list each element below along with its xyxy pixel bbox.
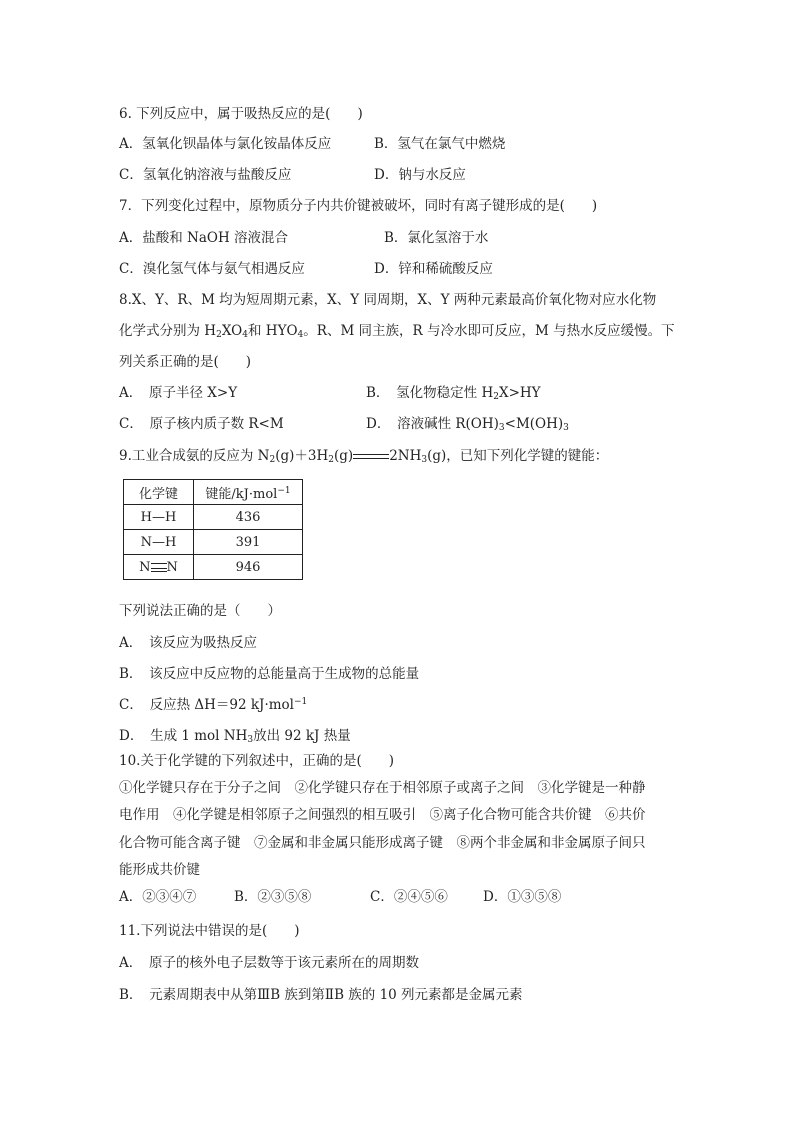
energy-cell: 946 [194,555,303,580]
bond-cell: H—H [124,505,194,530]
triple-bond-icon [151,562,167,572]
q7-stem: 7．下列变化过程中，原物质分子内共价键被破坏，同时有离子键形成的是( ) [119,198,598,214]
q8-option-c: C． 原子核内质子数 R<M [119,416,284,432]
energy-cell: 436 [194,505,303,530]
q6-option-c: C．氢氧化钠溶液与盐酸反应 [119,167,292,183]
q7-option-d: D．锌和稀硫酸反应 [374,261,493,277]
q10-option-b: B．②③⑤⑧ [234,889,312,905]
header-energy: 键能/kJ·mol$^{-1}$ [194,480,303,505]
bond-cell: N N [124,555,194,580]
q7-option-c: C．溴化氢气体与氨气相遇反应 [119,261,305,277]
q9-stem: 9.工业合成氨的反应为 $N_2(g)+3H_2(g)$ $2NH_3(g)$，已知下列化学键的键能： [119,448,609,465]
q8-option-b: B． 氢化物稳定性 $H_2X>HY$ [366,385,541,402]
q11-stem: 11.下列说法中错误的是( ) [119,923,300,939]
q8-stem-line1: 8.X、Y、R、M 均为短周期元素，X、Y 同周期，X、Y 两种元素最高价氧化物对应水化物 [119,292,657,308]
q9-option-b: B． 该反应中反应物的总能量高于生成物的总能量 [119,666,420,682]
q6-option-a: A．氢氧化钡晶体与氯化铵晶体反应 [119,136,332,152]
table-row [124,505,303,530]
q10-statements-line2: 电作用 ④化学键是相邻原子之间强烈的相互吸引 ⑤离子化合物可能含共价键 ⑥共价 [119,807,646,823]
q9-option-c: C． 反应热 ΔH＝92 kJ·mol$^{-1}$ [119,697,308,713]
q6-option-b: B．氢气在氯气中燃烧 [374,136,506,152]
q10-option-a: A．②③④⑦ [119,889,197,905]
bond-cell: N—H [124,530,194,555]
q10-statements-line3: 化合物可能含离子键 ⑦金属和非金属只能形成离子键 ⑧两个非金属和非金属原子间只 [119,835,646,851]
q11-option-a: A． 原子的核外电子层数等于该元素所在的周期数 [119,955,419,971]
q10-option-d: D．①③⑤⑧ [483,889,562,905]
q7-option-b: B．氯化氢溶于水 [384,230,489,246]
q6-stem: 6. 下列反应中，属于吸热反应的是( ) [119,106,363,122]
q10-statements-line1: ①化学键只存在于分子之间 ②化学键只存在于相邻原子或离子之间 ③化学键是一种静 [119,780,646,796]
q8-stem-line3: 列关系正确的是( ) [119,354,252,370]
q10-statements-line4: 能形成共价键 [119,862,200,878]
bond-energy-table [123,479,303,580]
q10-stem: 10.关于化学键的下列叙述中，正确的是( ) [119,753,395,769]
q6-option-d: D．钠与水反应 [374,167,466,183]
table-header-row [124,480,303,505]
q10-option-c: C．②④⑤⑥ [370,889,448,905]
q8-option-a: A． 原子半径 X>Y [119,385,238,401]
q9-option-a: A． 该反应为吸热反应 [119,635,257,651]
q11-option-b: B． 元素周期表中从第ⅢB 族到第ⅡB 族的 10 列元素都是金属元素 [119,987,523,1003]
q8-option-d: D． 溶液碱性 $R(OH)_3<M(OH)_3$ [366,416,569,433]
table-row [124,555,303,580]
q9-question: 下列说法正确的是（ ） [119,603,281,619]
table-row [124,530,303,555]
header-bond: 化学键 [124,480,194,505]
energy-cell: 391 [194,530,303,555]
q9-option-d: D． 生成 1 mol $NH_3$放出 92 kJ 热量 [119,728,351,745]
q7-option-a: A．盐酸和 NaOH 溶液混合 [119,230,289,246]
equilibrium-arrow-icon [353,452,389,462]
q8-stem-line2: 化学式分别为 $H_2XO_4$和 $HYO_4$。R、M 同主族，R 与冷水即可反应，M 与热水反应缓慢。下 [119,323,675,340]
